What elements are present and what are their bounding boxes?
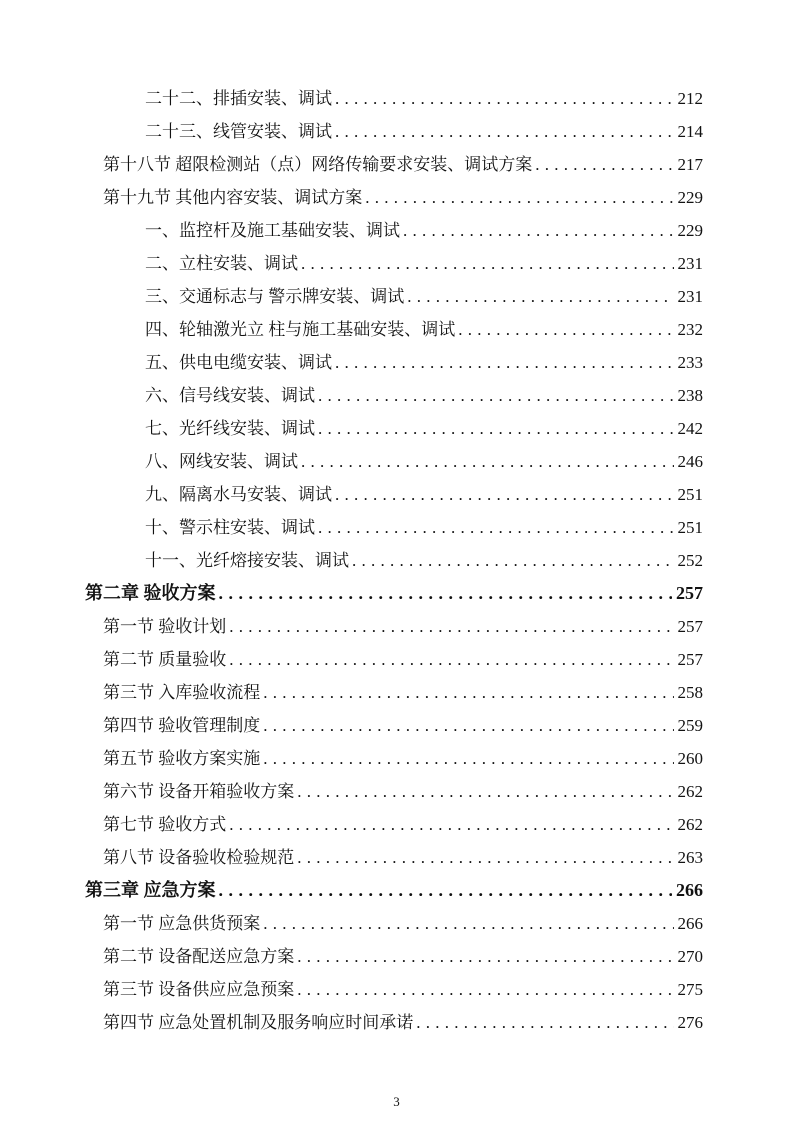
toc-leader-dots [301,247,674,280]
toc-entry-page: 266 [677,914,703,933]
toc-entry-section[interactable] [85,940,703,973]
toc-entry-page: 257 [677,617,703,636]
toc-entry-section[interactable] [85,973,703,1006]
toc-entry-item[interactable] [85,544,703,577]
toc-entry-title: 第四节 应急处置机制及服务响应时间承诺 [103,1013,414,1032]
toc-entry-page: 252 [677,551,703,570]
toc-entry-section[interactable] [85,610,703,643]
toc-entry-section[interactable] [85,841,703,874]
toc-entry-title: 第二节 设备配送应急方案 [103,947,295,966]
toc-leader-dots [263,676,673,709]
toc-entry-item[interactable] [85,511,703,544]
toc-leader-dots [297,940,673,973]
toc-entry-title: 九、隔离水马安装、调试 [145,485,332,504]
toc-entry-page: 229 [677,221,703,240]
toc-entry-page: 212 [677,89,703,108]
toc-leader-dots [229,643,673,676]
toc-leader-dots [297,841,673,874]
toc-entry-title: 第四节 验收管理制度 [103,716,261,735]
toc-entry-title: 二、立柱安装、调试 [145,254,298,273]
toc-entry-page: 231 [677,287,703,306]
toc-entry-title: 第三节 入库验收流程 [103,683,261,702]
toc-entry-page: 229 [677,188,703,207]
toc-entry-page: 258 [677,683,703,702]
toc-entry-title: 二十三、线管安装、调试 [145,122,332,141]
toc-entry-page: 266 [676,880,703,900]
toc-entry-section[interactable] [85,709,703,742]
toc-entry-section[interactable] [85,643,703,676]
toc-leader-dots [301,445,674,478]
toc-entry-item[interactable] [85,313,703,346]
toc-entry-item[interactable] [85,346,703,379]
toc-entry-item[interactable] [85,115,703,148]
toc-entry-section[interactable] [85,1006,703,1039]
toc-entry-item[interactable] [85,214,703,247]
toc-entry-section[interactable] [85,742,703,775]
toc-entry-page: 257 [677,650,703,669]
toc-entry-item[interactable] [85,445,703,478]
toc-entry-title: 七、光纤线安装、调试 [145,419,315,438]
toc-entry-page: 259 [677,716,703,735]
toc-entry-section[interactable] [85,775,703,808]
toc-leader-dots [365,181,673,214]
toc-entry-page: 231 [677,254,703,273]
toc-entry-title: 八、网线安装、调试 [145,452,298,471]
toc-entry-chapter[interactable] [85,874,703,907]
toc-entry-title: 第八节 设备验收检验规范 [103,848,295,867]
toc-leader-dots [229,808,673,841]
toc-entry-page: 251 [677,518,703,537]
toc-entry-title: 第一节 验收计划 [103,617,227,636]
toc-entry-section[interactable] [85,676,703,709]
toc-entry-page: 233 [677,353,703,372]
toc-leader-dots [335,346,674,379]
toc-leader-dots [535,148,673,181]
toc-leader-dots [297,775,673,808]
toc-leader-dots [318,412,674,445]
toc-entry-page: 262 [677,782,703,801]
toc-entry-page: 217 [677,155,703,174]
toc-entry-page: 246 [677,452,703,471]
toc-entry-chapter[interactable] [85,577,703,610]
toc-entry-page: 214 [677,122,703,141]
toc-entry-title: 第七节 验收方式 [103,815,227,834]
toc-entry-page: 257 [676,583,703,603]
toc-leader-dots [318,511,674,544]
toc-entry-item[interactable] [85,412,703,445]
toc-leader-dots [297,973,673,1006]
toc-entry-page: 251 [677,485,703,504]
toc-leader-dots [263,709,673,742]
toc-entry-section[interactable] [85,148,703,181]
toc-entry-section[interactable] [85,907,703,940]
footer-page-number: 3 [393,1094,400,1109]
toc-entry-page: 263 [677,848,703,867]
toc-entry-title: 第三节 设备供应应急预案 [103,980,295,999]
toc-entry-page: 270 [677,947,703,966]
toc-entry-page: 238 [677,386,703,405]
toc-entry-title: 第一节 应急供货预案 [103,914,261,933]
toc-entry-page: 232 [677,320,703,339]
toc-leader-dots [458,313,673,346]
toc-leader-dots [335,115,674,148]
toc-leader-dots [263,907,673,940]
toc-entry-page: 275 [677,980,703,999]
toc-entry-section[interactable] [85,808,703,841]
toc-entry-title: 第二章 验收方案 [85,583,216,603]
toc-entry-title: 一、监控杆及施工基础安装、调试 [145,221,400,240]
toc-leader-dots [263,742,673,775]
toc-entry-item[interactable] [85,478,703,511]
toc-leader-dots [416,1006,673,1039]
toc-entry-title: 六、信号线安装、调试 [145,386,315,405]
toc-leader-dots [335,478,674,511]
toc-entry-title: 第十八节 超限检测站（点）网络传输要求安装、调试方案 [103,155,533,174]
toc-list [85,82,703,1039]
toc-entry-title: 五、供电电缆安装、调试 [145,353,332,372]
toc-leader-dots [407,280,673,313]
toc-entry-title: 二十二、排插安装、调试 [145,89,332,108]
toc-entry-title: 四、轮轴激光立 柱与施工基础安装、调试 [145,320,456,339]
toc-entry-title: 第六节 设备开箱验收方案 [103,782,295,801]
toc-entry-page: 276 [677,1013,703,1032]
toc-leader-dots [219,874,673,907]
toc-entry-title: 三、交通标志与 警示牌安装、调试 [145,287,405,306]
toc-entry-item[interactable] [85,82,703,115]
toc-entry-title: 第二节 质量验收 [103,650,227,669]
toc-leader-dots [335,82,674,115]
toc-leader-dots [318,379,674,412]
toc-entry-item[interactable] [85,280,703,313]
toc-entry-title: 十一、光纤熔接安装、调试 [145,551,349,570]
toc-entry-item[interactable] [85,247,703,280]
page-footer [0,1094,793,1110]
toc-entry-section[interactable] [85,181,703,214]
toc-entry-title: 第五节 验收方案实施 [103,749,261,768]
toc-leader-dots [219,577,673,610]
toc-leader-dots [229,610,673,643]
toc-leader-dots [352,544,674,577]
toc-entry-title: 十、警示柱安装、调试 [145,518,315,537]
toc-leader-dots [403,214,674,247]
toc-entry-title: 第十九节 其他内容安装、调试方案 [103,188,363,207]
toc-entry-item[interactable] [85,379,703,412]
toc-entry-page: 242 [677,419,703,438]
toc-entry-title: 第三章 应急方案 [85,880,216,900]
toc-entry-page: 260 [677,749,703,768]
toc-entry-page: 262 [677,815,703,834]
